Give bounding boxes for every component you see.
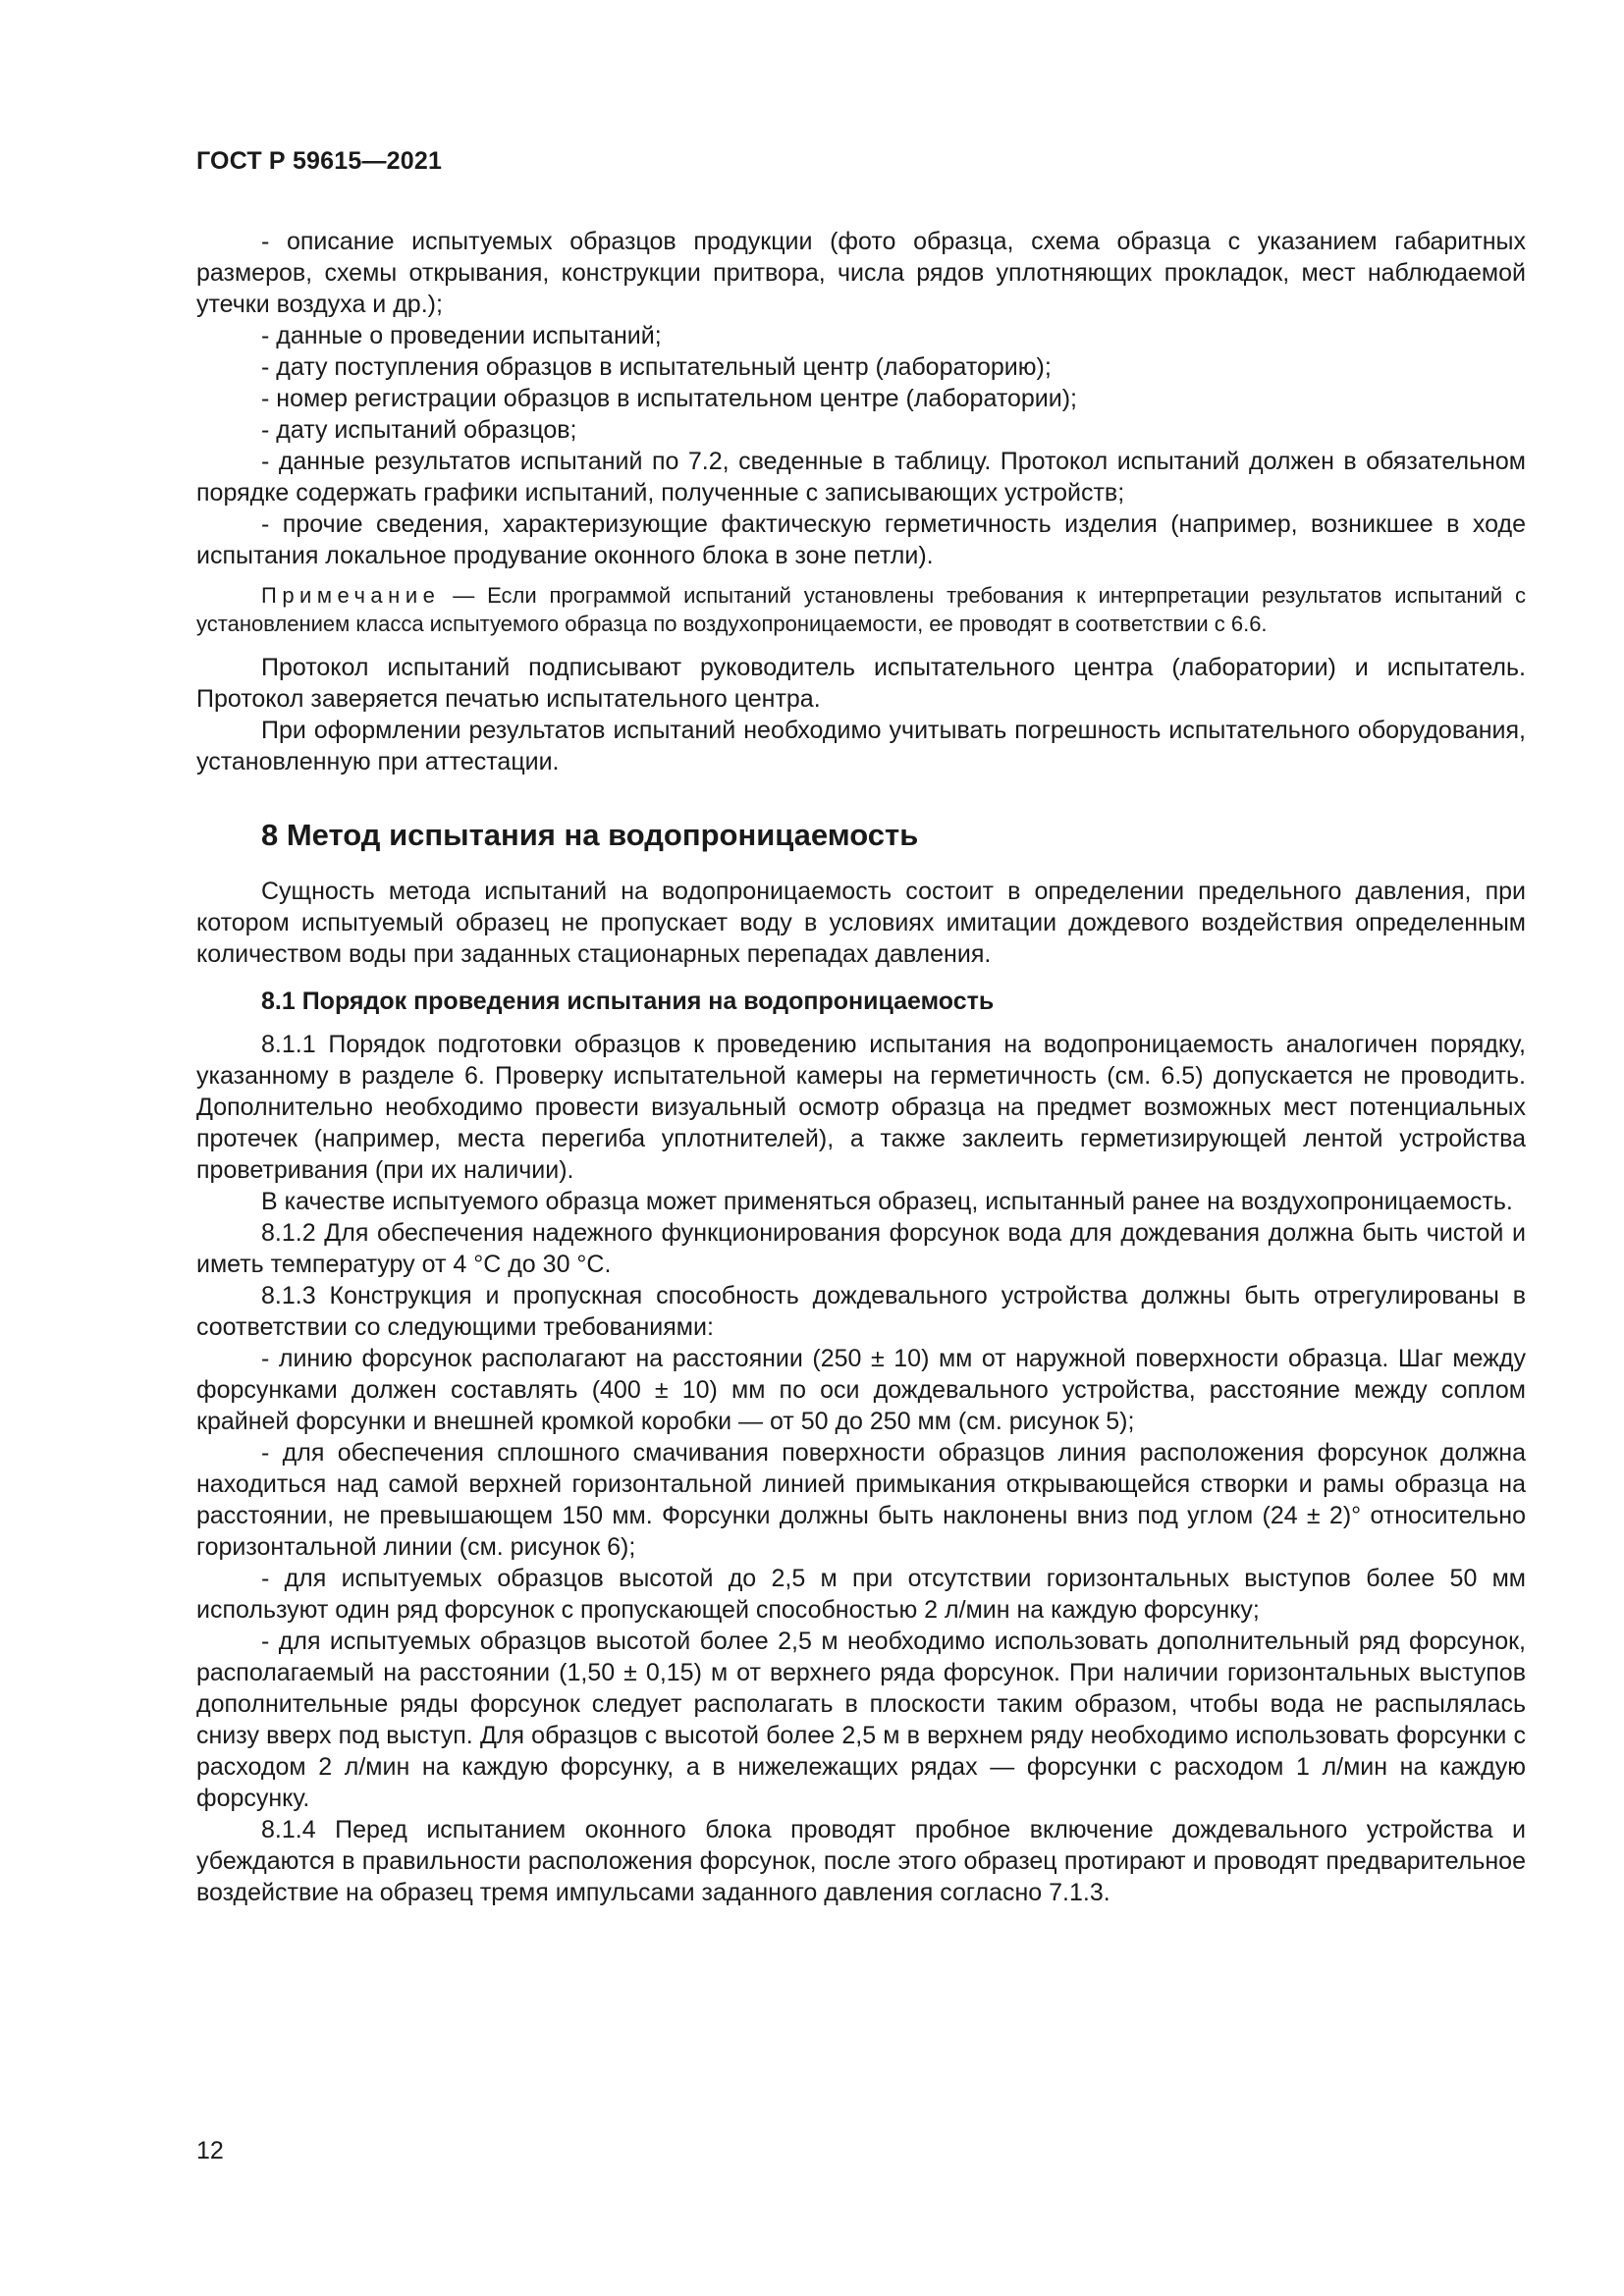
paragraph: 8.1.1 Порядок подготовки образцов к проведению испытания на водопроницаемость аналогичен порядку, указанному в разделе 6. Проверку испытательной камеры на герметичность (см. 6.5) допускается не проводить. Дополнительно необходимо провести визуальный осмотр образца на предмет возможных мест потенциальных протечек (например, места перегиба уплотнителей), а также заклеить герметизирующей лентой устройства проветривания (при их наличии). <box>196 1031 1526 1184</box>
paragraph: В качестве испытуемого образца может применяться образец, испытанный ранее на воздухопроницаемость. <box>261 1188 1513 1215</box>
note-text: — Если программой испытаний установлены требования к интерпретации результатов испытаний с установлением класса испытуемого образца по воздухопроницаемости, ее проводят в соответствии с 6.6. <box>196 583 1526 636</box>
section-heading: 8 Метод испытания на водопроницаемость <box>261 818 919 852</box>
list-item: - прочие сведения, характеризующие фактическую герметичность изделия (например, возникшее в ходе испытания локальное продувание оконного блока в зоне петли). <box>196 510 1526 569</box>
paragraph: 8.1.3 Конструкция и пропускная способность дождевального устройства должны быть отрегулированы в соответствии со следующими требованиями: <box>196 1282 1526 1341</box>
list-item: - номер регистрации образцов в испытательном центре (лаборатории); <box>261 385 1077 412</box>
list-item: - дату поступления образцов в испытательный центр (лабораторию); <box>261 353 1052 381</box>
paragraph: 8.1.4 Перед испытанием оконного блока проводят пробное включение дождевального устройства и убеждаются в правильности расположения форсунок, после этого образец протирают и проводят предварительное воздействие на образец тремя импульсами заданного давления согласно 7.1.3. <box>196 1816 1526 1906</box>
note-label: Примечание <box>261 583 441 608</box>
paragraph: 8.1.2 Для обеспечения надежного функционирования форсунок вода для дождевания должна быть чистой и иметь температуру от 4 °С до 30 °С. <box>196 1219 1526 1278</box>
list-item: - для обеспечения сплошного смачивания поверхности образцов линия расположения форсунок должна находиться над самой верхней горизонтальной линией примыкания открывающейся створки и рамы образца на расстоянии, не превышающем 150 мм. Форсунки должны быть наклонены вниз под углом (24 ± 2)° относительно горизонтальной линии (см. рисунок 6); <box>196 1439 1526 1561</box>
document-header: ГОСТ Р 59615—2021 <box>196 147 443 175</box>
list-item: - данные о проведении испытаний; <box>261 322 662 349</box>
section-intro: Сущность метода испытаний на водопроницаемость состоит в определении предельного давления, при котором испытуемый образец не пропускает воду в условиях имитации дождевого воздействия определенным количеством воды при заданных стационарных перепадах давления. <box>196 878 1526 968</box>
list-item: - для испытуемых образцов высотой более 2,5 м необходимо использовать дополнительный ряд форсунок, располагаемый на расстоянии (1,50 ± 0,15) м от верхнего ряда форсунок. При наличии горизонтальных выступов дополнительные ряды форсунок следует располагать в плоскости таким образом, чтобы вода не распылялась снизу вверх под выступ. Для образцов с высотой более 2,5 м в верхнем ряду необходимо использовать форсунки с расходом 2 л/мин на каждую форсунку, а в нижележащих рядах — форсунки с расходом 1 л/мин на каждую форсунку. <box>196 1628 1526 1812</box>
paragraph: При оформлении результатов испытаний необходимо учитывать погрешность испытательного оборудования, установленную при аттестации. <box>196 717 1526 775</box>
document-body <box>196 226 1526 1908</box>
page-number: 12 <box>196 2137 224 2164</box>
note-paragraph <box>196 581 1526 638</box>
list-item: - для испытуемых образцов высотой до 2,5 м при отсутствии горизонтальных выступов более 50 мм используют один ряд форсунок с пропускающей способностью 2 л/мин на каждую форсунку; <box>196 1565 1526 1624</box>
list-item: - дату испытаний образцов; <box>261 416 577 444</box>
list-item: - данные результатов испытаний по 7.2, сведенные в таблицу. Протокол испытаний должен в обязательном порядке содержать графики испытаний, полученные с записывающих устройств; <box>196 448 1526 507</box>
paragraph: Протокол испытаний подписывают руководитель испытательного центра (лаборатории) и испытатель. Протокол заверяется печатью испытательного центра. <box>196 654 1526 713</box>
list-item: - описание испытуемых образцов продукции (фото образца, схема образца с указанием габаритных размеров, схемы открывания, конструкции притвора, числа рядов уплотняющих прокладок, мест наблюдаемой утечки воздуха и др.); <box>196 228 1526 318</box>
list-item: - линию форсунок располагают на расстоянии (250 ± 10) мм от наружной поверхности образца. Шаг между форсунками должен составлять (400 ± 10) мм по оси дождевального устройства, расстояние между соплом крайней форсунки и внешней кромкой коробки — от 50 до 250 мм (см. рисунок 5); <box>196 1345 1526 1435</box>
subsection-heading: 8.1 Порядок проведения испытания на водопроницаемость <box>261 988 995 1015</box>
